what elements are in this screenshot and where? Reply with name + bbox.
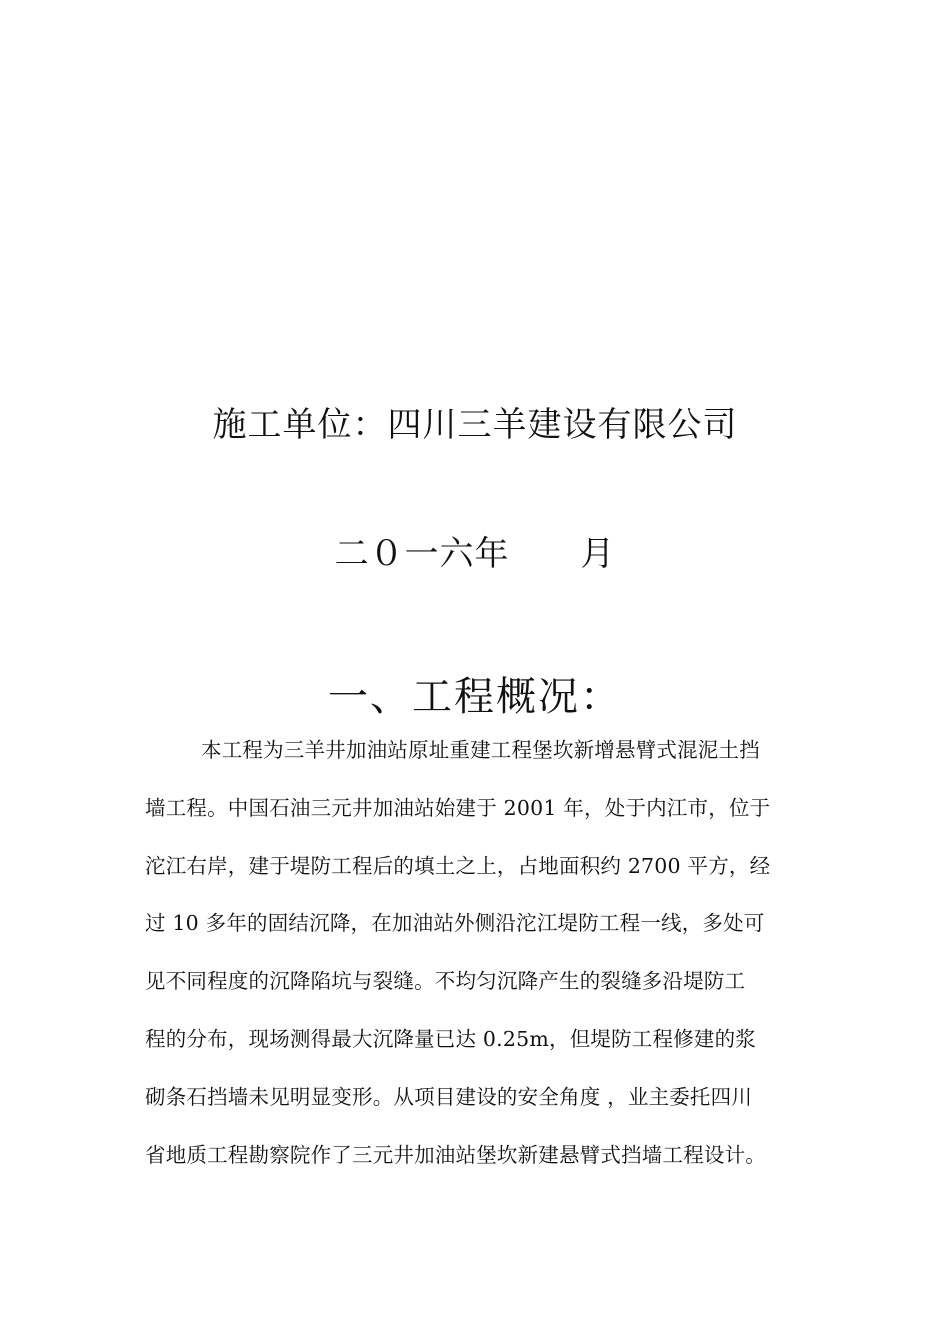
- paragraph-line: 墙工程。中国石油三元井加油站始建于 2001 年，处于内江市，位于: [145, 795, 771, 820]
- paragraph-line: 见不同程度的沉降陷坑与裂缝。不均匀沉降产生的裂缝多沿堤防工: [145, 969, 746, 994]
- overview-paragraph: [145, 733, 825, 1195]
- paragraph-line: 沱江右岸，建于堤防工程后的填土之上，占地面积约 2700 平方，经: [145, 853, 771, 878]
- construction-unit: 施工单位：四川三羊建设有限公司: [212, 405, 738, 445]
- document-date: 二０一六年 月: [334, 534, 616, 574]
- section-heading: 一、工程概况：: [328, 674, 622, 720]
- paragraph-line: 程的分布，现场测得最大沉降量已达 0.25m，但堤防工程修建的浆: [145, 1026, 756, 1051]
- paragraph-line: 过 10 多年的固结沉降，在加油站外侧沿沱江堤防工程一线，多处可: [145, 911, 765, 936]
- paragraph-line: 砌条石挡墙未见明显变形。从项目建设的安全角度 ，业主委托四川: [145, 1084, 753, 1109]
- paragraph-line: 本工程为三羊井加油站原址重建工程堡坎新增悬臂式混泥土挡: [201, 738, 760, 762]
- paragraph-line: 省地质工程勘察院作了三元井加油站堡坎新建悬臂式挡墙工程设计。: [145, 1142, 766, 1167]
